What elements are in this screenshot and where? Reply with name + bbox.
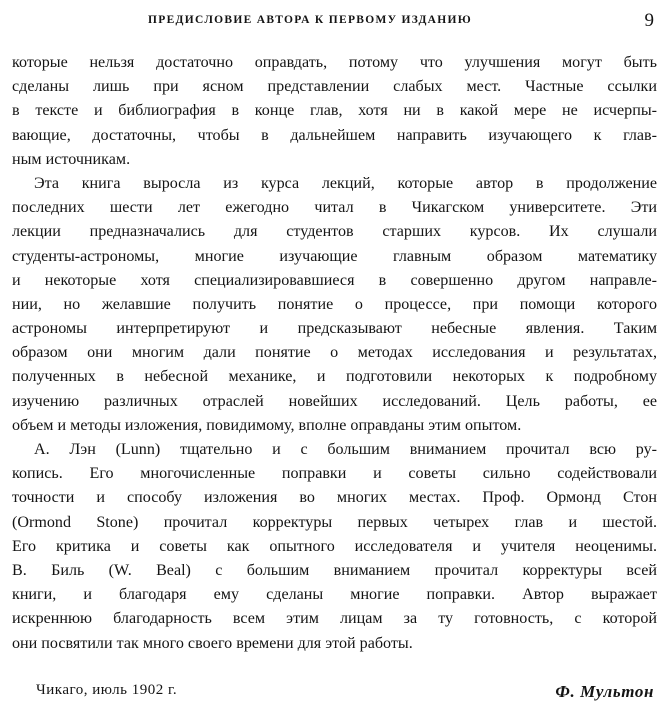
signature-place-date: Чикаго, июль 1902 г. [36,682,178,698]
text-line: они посвятили так много своего времени для этой работы. [12,634,413,652]
text-line: нии, но желавшие получить понятие о процессе, при помощи которого [12,295,657,313]
paragraph-continuation [12,51,657,172]
paragraph-book-origin [12,172,657,438]
text-line: В. Биль (W. Beal) с большим вниманием прочитал корректуры всей [12,561,657,579]
signature-row [0,682,668,706]
page-number: 9 [644,10,654,31]
text-line: (Ormond Stone) прочитал корректуры первых четырех глав и шестой. [12,513,657,531]
text-line: точности и способу изложения во многих местах. Проф. Ормонд Стон [12,489,657,507]
signature-author: Ф. Мультон [555,682,654,701]
text-line: Эта книга выросла из курса лекций, которые автор в продолжение [34,174,657,192]
text-line: астрономы интерпретируют и предсказывают небесные явления. Таким [12,320,657,338]
text-line: полученных в небесной механике, и подготовили некоторых к подробному [12,368,657,386]
text-line: книги, и благодаря ему сделаны многие поправки. Автор выражает [12,586,657,604]
text-line: объем и методы изложения, повидимому, вполне оправданы этим опытом. [12,416,522,434]
text-line: Его критика и советы как опытного исследователя и учителя неоценимы. [12,537,657,555]
running-title: ПРЕДИСЛОВИЕ АВТОРА К ПЕРВОМУ ИЗДАНИЮ [148,14,473,26]
text-line: вающие, достаточны, чтобы в дальнейшем направить изучающего к глав- [12,126,657,144]
text-line: А. Лэн (Lunn) тщательно и с большим вниманием прочитал всю ру- [34,441,657,458]
text-line: которые нельзя достаточно оправдать, потому что улучшения могут быть [12,54,657,71]
text-line: изучению различных отраслей новейших исследований. Цель работы, ее [12,392,657,410]
paragraph-acknowledgements [12,438,657,656]
text-line: образом они многим дали понятие о методах исследования и результатах, [12,344,657,362]
text-line: сделаны лишь при ясном представлении слабых мест. Частные ссылки [12,78,657,96]
text-line: ным источникам. [12,150,131,168]
text-line: искреннюю благодарность всем этим лицам за ту готовность, с которой [12,610,657,628]
running-header [0,12,668,32]
text-line: копись. Его многочисленные поправки и советы сильно содействовали [12,465,657,483]
body-text [12,51,657,656]
text-line: в тексте и библиография в конце глав, хотя ни в какой мере не исчерпы- [12,102,657,120]
text-line: лекции предназначались для студентов старших курсов. Их слушали [12,223,657,241]
text-line: и некоторые хотя специализировавшиеся в совершенно другом направле- [12,271,657,289]
text-line: студенты-астрономы, многие изучающие главным образом математику [12,247,657,265]
text-line: последних шести лет ежегодно читал в Чикагском университете. Эти [12,199,657,217]
